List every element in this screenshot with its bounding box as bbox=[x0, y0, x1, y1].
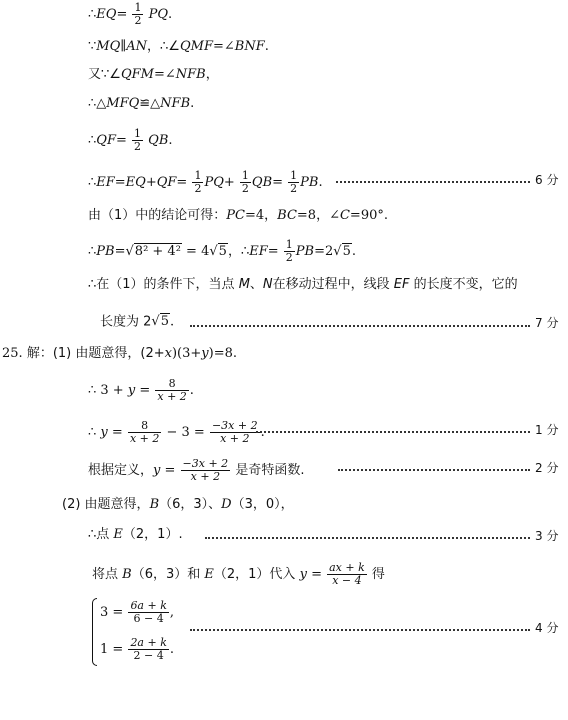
because-symbol: ∵ bbox=[88, 39, 97, 54]
frac-num: 1 bbox=[285, 238, 293, 251]
frac-num: −3x + 2 bbox=[182, 457, 229, 470]
therefore-symbol: ∴ bbox=[88, 7, 97, 22]
segment-qb: QB bbox=[251, 175, 273, 190]
prefix: ∴ 3 + bbox=[88, 383, 128, 398]
equals-2: =2 bbox=[314, 244, 334, 259]
score-mark: 6 分 bbox=[535, 173, 559, 187]
segment-mq: MQ bbox=[96, 39, 121, 54]
fraction-half bbox=[132, 128, 143, 153]
conclusion-text: 由（1）中的结论可得： bbox=[88, 208, 227, 223]
text-a: ∴点 bbox=[88, 527, 114, 542]
segment-pq: PQ bbox=[204, 175, 224, 190]
fraction bbox=[327, 562, 367, 587]
point-b-coords: （6，3）和 bbox=[131, 567, 205, 582]
text-a: 将点 bbox=[92, 567, 123, 582]
therefore-triangle: ∴△ bbox=[88, 96, 107, 111]
leader-dots bbox=[338, 469, 530, 471]
score-mark: 2 分 bbox=[535, 461, 559, 475]
line-mq-parallel-an bbox=[88, 38, 269, 56]
var-x: x bbox=[164, 346, 172, 361]
frac-num: 8 bbox=[155, 378, 188, 391]
therefore-symbol: ∴ bbox=[88, 244, 97, 259]
line-ef-sum bbox=[88, 170, 323, 195]
minus-3: − 3 = bbox=[162, 425, 209, 440]
var-y: y bbox=[201, 346, 209, 361]
frac-den: 2 − 4 bbox=[133, 649, 164, 662]
text-b: )(3+ bbox=[171, 346, 202, 361]
point-e: E bbox=[113, 527, 123, 542]
fraction-half bbox=[132, 2, 143, 27]
frac-num: 1 bbox=[290, 169, 298, 182]
sqrt-expression: √8² + 4² bbox=[125, 243, 181, 259]
point-b: B bbox=[122, 567, 132, 582]
score-mark: 4 分 bbox=[535, 621, 559, 635]
therefore-symbol: ∴ bbox=[88, 133, 97, 148]
line-angle-qfm bbox=[88, 66, 219, 84]
text-a: 根据定义， bbox=[88, 463, 154, 478]
equals: = bbox=[176, 175, 188, 190]
radicand: 5 bbox=[342, 243, 351, 259]
radicand: 5 bbox=[160, 314, 169, 329]
period: . bbox=[190, 96, 195, 111]
period: . bbox=[264, 39, 269, 54]
line-q25-start bbox=[2, 345, 237, 363]
segment-pc: PC bbox=[226, 208, 245, 223]
frac-den: x − 4 bbox=[332, 574, 362, 587]
also-because: 又∵∠ bbox=[88, 67, 121, 82]
point-e-coords: （2，1）. bbox=[122, 527, 183, 542]
bc-value: =8，∠ bbox=[296, 208, 340, 223]
segment-an: AN bbox=[126, 39, 148, 54]
lhs: 1 = bbox=[100, 642, 128, 657]
radicand: 5 bbox=[218, 243, 227, 259]
separator: ，∴ bbox=[227, 244, 250, 259]
prefix: ∴ bbox=[88, 425, 101, 440]
line-point-e bbox=[88, 526, 183, 544]
frac-den: 2 bbox=[285, 251, 293, 264]
frac-num: 1 bbox=[134, 1, 142, 14]
fraction-half bbox=[288, 170, 299, 195]
frac-den: x + 2 bbox=[157, 390, 187, 403]
line-conclusion-2 bbox=[88, 276, 518, 294]
triangle-nfb: NFB bbox=[160, 96, 191, 111]
score-mark: 7 分 bbox=[535, 316, 559, 330]
frac-den: 6 − 4 bbox=[133, 612, 164, 625]
line-substitute bbox=[92, 562, 385, 587]
text-end: 得 bbox=[367, 567, 385, 582]
equals: = bbox=[306, 567, 327, 582]
parallel-symbol: ∥ bbox=[120, 39, 127, 54]
frac-num: 1 bbox=[241, 169, 249, 182]
line-3-plus-y bbox=[88, 378, 194, 403]
equals-angle: =∠ bbox=[212, 39, 235, 54]
period: . bbox=[168, 7, 173, 22]
frac-num: −3x + 2 bbox=[211, 419, 258, 432]
period: . bbox=[318, 175, 323, 190]
segment-qf: QF bbox=[96, 133, 116, 148]
leader-dots bbox=[205, 537, 530, 539]
angle-qmf: QMF bbox=[179, 39, 213, 54]
point-e-coords: （2，1）代入 bbox=[213, 567, 300, 582]
period: . bbox=[260, 425, 265, 440]
line-congruent bbox=[88, 95, 194, 113]
text-b: 、 bbox=[249, 277, 263, 292]
frac-den: 2 bbox=[194, 182, 202, 195]
comma: , bbox=[169, 605, 175, 620]
point-d-coords: （3，0）， bbox=[231, 497, 294, 512]
text-a: 解：(1) 由题意得，(2+ bbox=[26, 346, 165, 361]
equals: = bbox=[107, 425, 127, 440]
var-y: y bbox=[153, 463, 161, 478]
equals: = bbox=[135, 383, 155, 398]
frac-den: x + 2 bbox=[129, 432, 160, 445]
period: . bbox=[169, 314, 175, 330]
point-d: D bbox=[221, 497, 232, 512]
segment-pq: PQ bbox=[148, 7, 169, 22]
sqrt-5: √5 bbox=[151, 314, 169, 329]
radicand: 8² + 4² bbox=[134, 243, 181, 259]
equals: = bbox=[267, 244, 279, 259]
line-part-2 bbox=[62, 496, 294, 514]
text-d: 的长度不变，它的 bbox=[409, 277, 518, 292]
segment-pb: PB bbox=[300, 175, 319, 190]
equation-brace bbox=[92, 598, 97, 666]
segment-qb: QB bbox=[148, 133, 169, 148]
frac-den: 2 bbox=[290, 182, 298, 195]
pc-value: =4， bbox=[244, 208, 278, 223]
expr-ef: EF=EQ+QF bbox=[96, 175, 177, 190]
angle-qfm: QFM bbox=[120, 67, 154, 82]
score-mark: 1 分 bbox=[535, 423, 559, 437]
segment-pb: PB bbox=[295, 244, 315, 259]
frac-num: ax + k bbox=[329, 561, 365, 574]
fraction-half bbox=[240, 170, 251, 195]
text-c: 在移动过程中，线段 bbox=[272, 277, 394, 292]
text-b: 是奇特函数. bbox=[231, 463, 305, 478]
equals: = bbox=[114, 244, 126, 259]
angle-nfb: NFB bbox=[175, 67, 206, 82]
equals: = bbox=[160, 463, 180, 478]
segment-ef: EF bbox=[249, 244, 268, 259]
triangle-mfq: MFQ bbox=[106, 96, 140, 111]
var-y: y bbox=[299, 567, 307, 582]
fraction bbox=[128, 637, 168, 662]
line-definition bbox=[88, 458, 304, 483]
frac-den: x + 2 bbox=[220, 432, 250, 445]
point-b: B bbox=[149, 497, 160, 512]
period: . bbox=[169, 642, 175, 657]
comma: ， bbox=[205, 67, 219, 82]
point-n: N bbox=[262, 277, 273, 292]
leader-dots bbox=[256, 431, 530, 433]
sqrt-5: √5 bbox=[333, 243, 351, 259]
line-conclusion-1 bbox=[88, 207, 388, 225]
equals: = bbox=[116, 7, 128, 22]
segment-eq: EQ bbox=[96, 7, 117, 22]
segment-bc: BC bbox=[277, 208, 297, 223]
fraction bbox=[155, 378, 188, 403]
question-number: 25. bbox=[2, 346, 23, 361]
line-pb-ef-values bbox=[88, 239, 356, 264]
equation-1 bbox=[100, 600, 174, 625]
angle-c-value: =90°. bbox=[349, 208, 388, 223]
frac-num: 2a + k bbox=[130, 636, 167, 649]
line-qf-half-qb bbox=[88, 128, 173, 153]
frac-num: 8 bbox=[128, 420, 161, 433]
var-y: y bbox=[100, 425, 108, 440]
length-text: 长度为 2 bbox=[100, 314, 152, 330]
leader-dots bbox=[336, 181, 530, 183]
equals-angle: =∠ bbox=[153, 67, 176, 82]
equation-2 bbox=[100, 637, 174, 662]
line-length bbox=[100, 313, 174, 332]
frac-num: 1 bbox=[134, 127, 142, 140]
line-eq-half-pq bbox=[88, 2, 172, 27]
equals: = bbox=[272, 175, 284, 190]
fraction bbox=[128, 600, 168, 625]
frac-den: 2 bbox=[134, 140, 142, 153]
leader-dots bbox=[190, 325, 530, 327]
line-y-expression bbox=[88, 420, 265, 445]
segment-pb: PB bbox=[96, 244, 115, 259]
frac-num: 1 bbox=[194, 169, 202, 182]
frac-den: 2 bbox=[134, 14, 142, 27]
plus: + bbox=[223, 175, 235, 190]
fraction-half bbox=[192, 170, 203, 195]
therefore-symbol: ∴ bbox=[88, 175, 97, 190]
score-mark: 3 分 bbox=[535, 529, 559, 543]
text-a: (2) 由题意得， bbox=[62, 497, 150, 512]
point-e: E bbox=[204, 567, 214, 582]
equals: = bbox=[115, 133, 127, 148]
lhs: 3 = bbox=[100, 605, 128, 620]
frac-den: 2 bbox=[241, 182, 249, 195]
period: . bbox=[189, 383, 194, 398]
var-y: y bbox=[127, 383, 136, 398]
segment-ef: EF bbox=[393, 277, 410, 292]
equals-4: = 4 bbox=[181, 244, 210, 259]
frac-num: 6a + k bbox=[130, 599, 167, 612]
fraction bbox=[210, 420, 260, 445]
point-b-coords: （6，3）、 bbox=[159, 497, 222, 512]
fraction bbox=[181, 458, 231, 483]
sqrt-5: √5 bbox=[209, 243, 227, 259]
fraction-half bbox=[284, 239, 295, 264]
congruent-symbol: ≌△ bbox=[139, 96, 161, 111]
point-m: M bbox=[238, 277, 250, 292]
period: . bbox=[168, 133, 173, 148]
angle-bnf: BNF bbox=[234, 39, 265, 54]
separator: ，∴∠ bbox=[147, 39, 180, 54]
text-a: ∴在（1）的条件下，当点 bbox=[88, 277, 239, 292]
frac-den: x + 2 bbox=[190, 470, 221, 483]
leader-dots bbox=[190, 629, 530, 631]
text-c: )=8. bbox=[208, 346, 238, 361]
period: . bbox=[351, 244, 356, 259]
fraction bbox=[128, 420, 161, 445]
angle-c: C bbox=[339, 208, 350, 223]
